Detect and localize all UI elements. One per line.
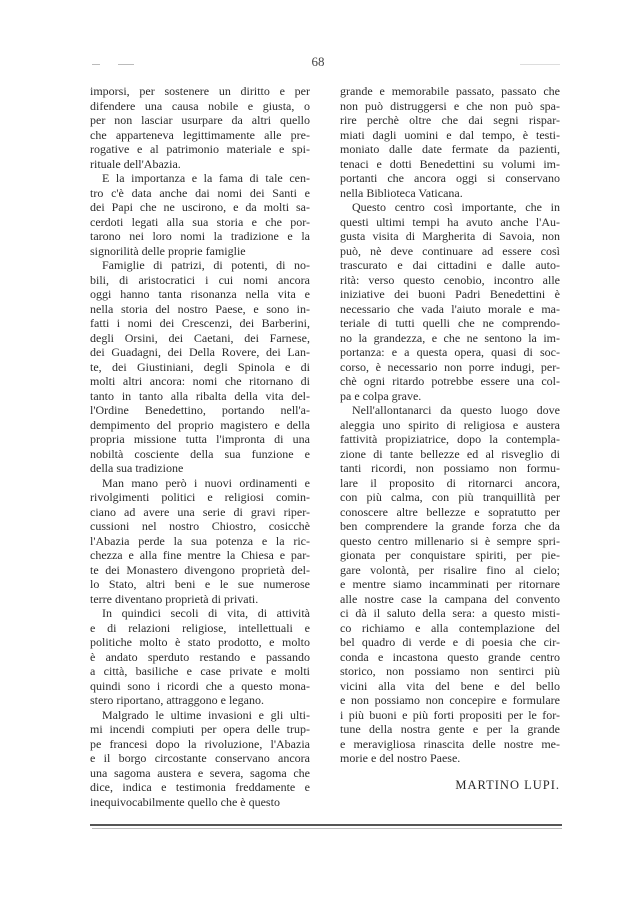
text-line: questi ultimi tempi ha avuto anche l'Au- xyxy=(340,214,560,229)
text-line: te, dei Giustiniani, degli Spinola e di xyxy=(90,359,310,374)
text-line: e mentre siamo incamminati per ritornare xyxy=(340,577,560,591)
text-line: oggi hanno tanta risonanza nella vita e xyxy=(90,287,310,301)
text-line: Famiglie di patrizi, di potenti, di no- xyxy=(102,258,310,272)
text-line: difendere una causa nobile e giusta, o xyxy=(90,98,310,113)
text-line: con più calma, con più tranquillità per xyxy=(340,490,560,504)
text-line: una sagoma austera e severa, sagoma che xyxy=(90,765,310,780)
text-line: tarono nei loro nomi la tradizione e la xyxy=(90,229,310,243)
text-line: trascurato e dai cittadini e dalle auto- xyxy=(340,258,560,272)
text-line: morie e del nostro Paese. xyxy=(340,751,461,765)
left-text-column xyxy=(90,84,310,809)
header-mark xyxy=(520,64,560,65)
text-line: inequivocabilmente quello che è questo xyxy=(90,794,280,809)
text-line: propria missione tutta l'impronta di una xyxy=(90,432,310,446)
paragraph xyxy=(340,84,560,200)
text-line: rivolgimenti politici e religiosi comin- xyxy=(90,490,310,504)
text-line: nobiltà cosciente della sua funzione e xyxy=(90,446,310,461)
text-line: alle nostre case la campana del convento xyxy=(340,591,560,606)
text-line: rità: verso questo cenobio, incontro alle xyxy=(340,272,560,287)
text-line: corso, è necessario non porre indugi, per- xyxy=(340,359,560,374)
author-signature: MARTINO LUPI. xyxy=(455,778,560,792)
text-line: iniziative dei buoni Padri Benedettini è xyxy=(340,287,560,301)
text-line: bel quadro di verde e di poesia che cir- xyxy=(340,635,560,649)
text-line: e il borgo circostante conservano ancora xyxy=(90,751,310,765)
text-line: ben comprendere la grande forza che da xyxy=(340,519,560,533)
text-line: signorilità delle proprie famiglie xyxy=(90,243,246,258)
text-line: per non lasciar usurpare da altri quello xyxy=(90,113,310,127)
text-line: Nell'allontanarci da questo luogo dove xyxy=(352,403,560,417)
text-line: Man mano però i nuovi ordinamenti e xyxy=(102,475,310,490)
text-line: conoscere altre bellezze e sopratutto per xyxy=(340,504,560,519)
text-line: In quindici secoli di vita, di attività xyxy=(102,606,310,620)
text-line: tro c'è data anche dai nomi dei Santi e xyxy=(90,185,310,200)
paragraph xyxy=(340,403,560,766)
paragraph xyxy=(90,84,310,171)
text-line: e meravigliosa rinascita delle nostre me- xyxy=(340,736,560,751)
text-line: pa e colpa grave. xyxy=(340,388,422,403)
text-line: tenaci e dotti Benedettini su volumi im- xyxy=(340,156,560,171)
text-line: imporsi, per sostenere un diritto e per xyxy=(90,84,310,98)
header-mark xyxy=(92,64,100,65)
text-line: gusta visita di Margherita di Savoia, non xyxy=(340,229,560,243)
text-line: fattività propiziatrice, dopo la contempla- xyxy=(340,432,560,446)
text-line: mi incendi compiuti per opera delle trup- xyxy=(90,722,310,736)
text-line: pe francesi dopo la rivoluzione, l'Abazia xyxy=(90,736,310,751)
text-line: portanza: e a questa opera, quasi di soc- xyxy=(340,345,560,359)
text-line: è andato sperduto restando e passando xyxy=(90,649,310,664)
paragraph xyxy=(340,200,560,403)
text-line: co richiamo e alla contemplazione del xyxy=(340,620,560,635)
text-line: storico, non possiamo non sentirci più xyxy=(340,664,560,678)
text-line: teriale di tutti quelli che ne comprendo- xyxy=(340,316,560,330)
text-line: no la grandezza, e che ne sentono la im- xyxy=(340,330,560,345)
text-line: della sua tradizione xyxy=(90,461,184,475)
text-line: l'Ordine Benedettino, portando nell'a- xyxy=(90,403,310,417)
text-line: chezza e alla fine mentre la Chiesa e par- xyxy=(90,548,310,562)
text-line: rire perchè oltre che dai segni rispar- xyxy=(340,113,560,127)
text-line: l'Abazia perde la sua potenza e la ric- xyxy=(90,533,310,548)
footer-rule xyxy=(90,824,562,826)
text-line: ci dà il saluto della sera: a questo misti- xyxy=(340,606,560,620)
text-line: non può distruggersi e che non può spa- xyxy=(340,98,560,113)
paragraph xyxy=(90,606,310,708)
paragraph xyxy=(90,476,310,607)
text-line: zione di tante bellezze ed al risveglio di xyxy=(340,446,560,461)
text-line: e non possiamo non concepire e formulare xyxy=(340,693,560,707)
text-line: bili, di aristocratici i cui nomi ancora xyxy=(90,272,310,287)
text-line: dei Papi che ne uscirono, e da molti sa- xyxy=(90,200,310,214)
text-line: nella Biblioteca Vaticana. xyxy=(340,185,463,200)
text-line: nella storia del nostro Paese, e sono in- xyxy=(90,301,310,316)
text-line: fatti i nomi dei Crescenzi, dei Barberini, xyxy=(90,316,310,330)
text-line: lo Stato, altri beni e le sue numerose xyxy=(90,577,310,591)
paragraph xyxy=(90,171,310,258)
text-line: molti altri ancora: nomi che ritornano di xyxy=(90,374,310,388)
text-line: i più buoni e più forti propositi per le for- xyxy=(340,707,560,722)
text-line: te dei Monastero divengono proprietà del- xyxy=(90,562,310,577)
text-line: cerdoti legati alla sua storia e che por- xyxy=(90,214,310,229)
text-line: Questo centro così importante, che in xyxy=(352,200,560,214)
text-line: questo centro millenario si è sempre spri- xyxy=(340,533,560,548)
text-line: rogative e al patrimonio materiale e spi- xyxy=(90,142,310,156)
text-line: gionata per conquistare spiriti, per pie- xyxy=(340,548,560,562)
text-line: dempimento del proprio magistero e della xyxy=(90,417,310,432)
text-line: cussioni nel nostro Chiostro, cosicchè xyxy=(90,519,310,533)
text-line: chè ogni ritardo potrebbe essere una col- xyxy=(340,374,560,388)
text-line: moniato dalle date fermate da pazienti, xyxy=(340,142,560,156)
text-line: stero riportano, attraggono e legano. xyxy=(90,693,264,707)
text-line: miati dagli uomini e dal tempo, è testi- xyxy=(340,127,560,142)
text-line: tanti ricordi, non possiamo non formu- xyxy=(340,461,560,475)
text-line: politiche molto è stato prodotto, e molto xyxy=(90,635,310,649)
text-line: vicini alla vita del bene e del bello xyxy=(340,678,560,693)
text-line: portanti che ancora oggi si conservano xyxy=(340,171,560,185)
text-line: degli Orsini, dei Caetani, dei Farnese, xyxy=(90,330,310,345)
paragraph xyxy=(90,708,310,810)
text-line: ciano ad avere una serie di gravi riper- xyxy=(90,504,310,519)
text-line: tune della nostra gente e per la grande xyxy=(340,722,560,736)
text-line: a città, basiliche e case private e molti xyxy=(90,664,310,678)
text-line: e di relazioni religiose, intellettuali e xyxy=(90,620,310,635)
text-line: necessario che vada l'aiuto morale e ma- xyxy=(340,301,560,316)
text-line: che apparteneva legittimamente alle pre- xyxy=(90,127,310,142)
text-line: dei Guadagni, dei Della Rovere, dei Lan- xyxy=(90,345,310,359)
text-line: rituale dell'Abazia. xyxy=(90,156,181,171)
text-line: E la importanza e la fama di tale cen- xyxy=(102,171,310,185)
paragraph xyxy=(90,258,310,476)
text-line: grande e memorabile passato, passato che xyxy=(340,84,560,98)
text-line: quindi sono i ricordi che a questo mona- xyxy=(90,678,310,693)
header-mark xyxy=(118,64,134,65)
page-number: 68 xyxy=(311,54,325,69)
text-line: terre diventano proprietà di privati. xyxy=(90,591,259,606)
text-line: Malgrado le ultime invasioni e gli ulti- xyxy=(102,707,310,722)
text-line: gare volontà, per risalire fino al cielo; xyxy=(340,562,560,577)
text-line: dice, indica e testimonia freddamente e xyxy=(90,780,310,794)
right-text-column xyxy=(340,84,560,766)
text-line: aleggia uno spirito di religiosa e austera xyxy=(340,417,560,432)
footer-rule-thin xyxy=(92,828,562,829)
text-line: lare il proposito di ritornarci ancora, xyxy=(340,475,560,490)
text-line: può, nè deve continuare ad essere così xyxy=(340,243,560,258)
text-line: tanto in tanto alla ribalta della vita del- xyxy=(90,388,310,403)
text-line: conda e incastona questo grande centro xyxy=(340,649,560,664)
